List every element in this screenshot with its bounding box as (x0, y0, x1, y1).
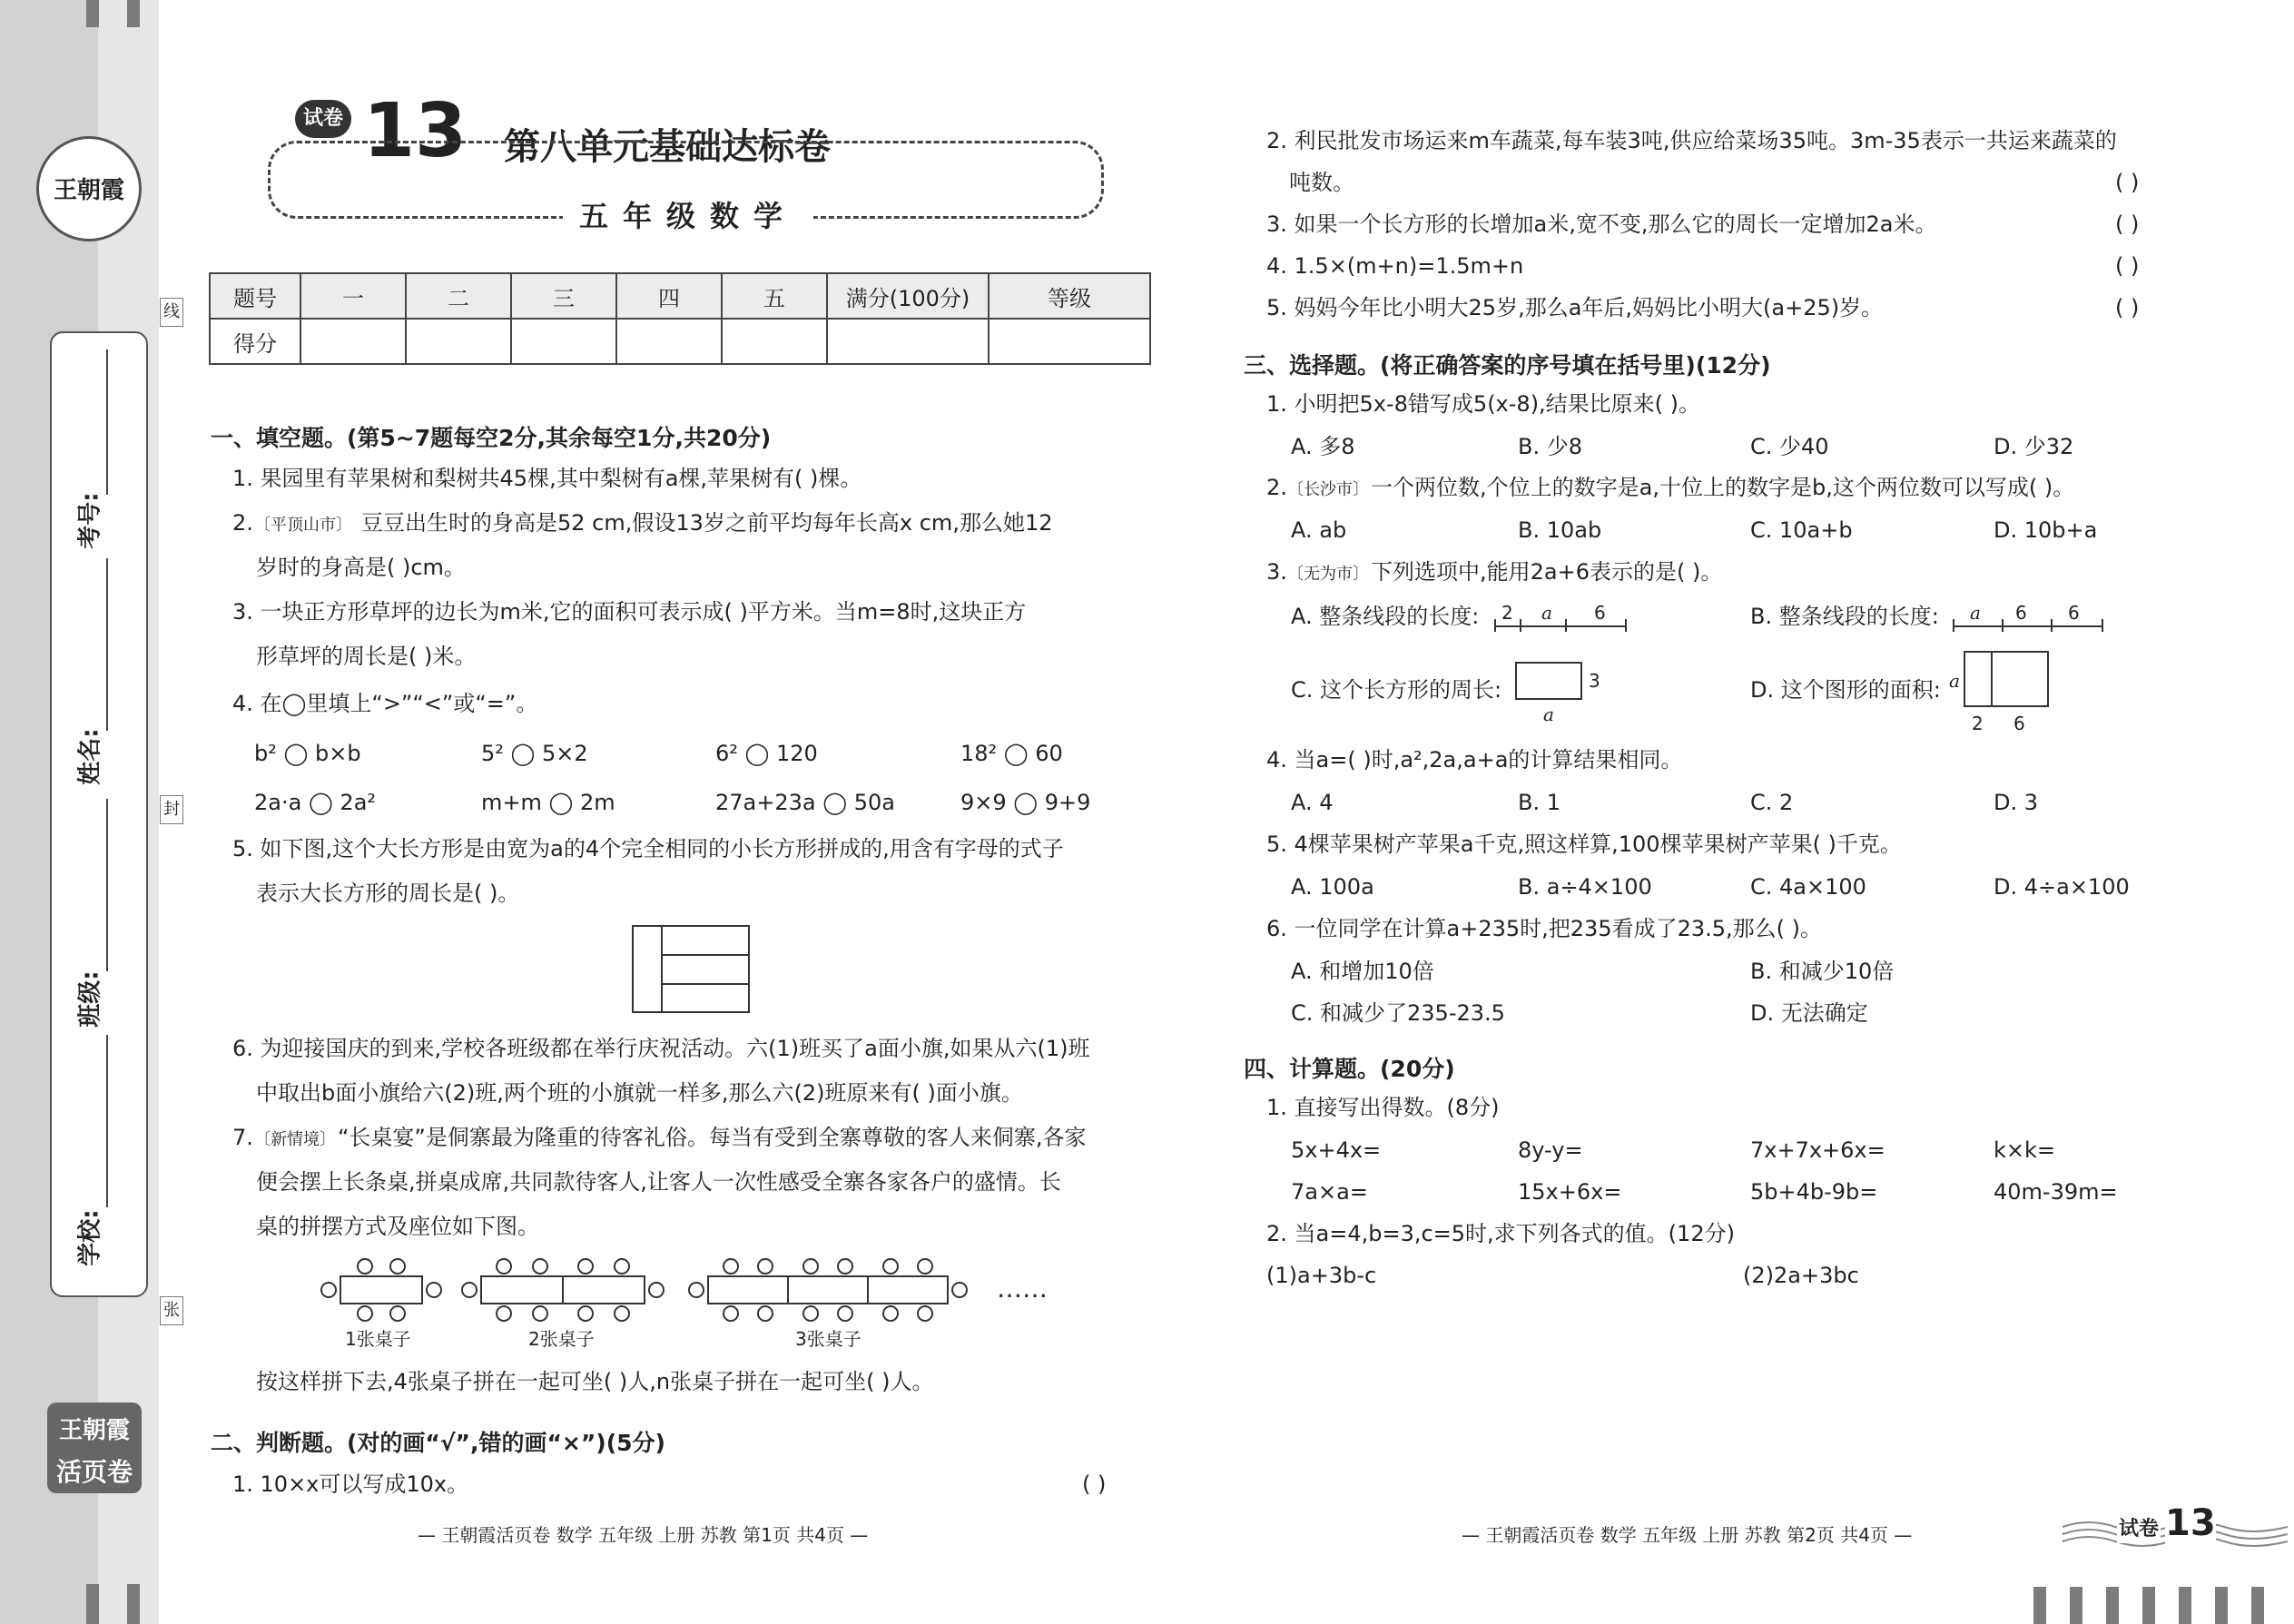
score-head: 三 (511, 273, 616, 319)
compare-item: 27a+23a ◯ 50a (715, 790, 895, 815)
s1-q6-cont: 中取出b面小旗给六(2)班,两个班的小旗就一样多,那么六(2)班原来有( )面小旗。 (256, 1080, 1023, 1106)
student-info-box (50, 331, 148, 1297)
choice-opt: C. 和减少了235-23.5 (1291, 1000, 1505, 1026)
choice-opt: D. 10b+a (1994, 517, 2098, 543)
choice-opt: A. 4 (1291, 790, 1334, 815)
logo-seal-icon (36, 136, 142, 241)
dim-label: 6 (2013, 713, 2025, 734)
bottom-logo-line2: 活页卷 (55, 1457, 133, 1487)
score-head: 四 (616, 273, 722, 319)
seg-label: 6 (1594, 602, 1606, 624)
score-cell[interactable] (722, 319, 827, 364)
calc-item: 5x+4x= (1291, 1137, 1382, 1163)
choice-q2-num: 2. (1266, 475, 1287, 500)
choice-q3-num: 3. (1266, 559, 1287, 585)
score-head: 等级 (989, 273, 1150, 319)
calc-item: k×k= (1994, 1137, 2056, 1163)
school-line (106, 1035, 108, 1207)
s1-q6: 6. 为迎接国庆的到来,学校各班级都在举行庆祝活动。六(1)班买了a面小旗,如果从六(1)班 (232, 1036, 1090, 1061)
strip-bar (2070, 1587, 2082, 1624)
choice-opt: B. 1 (1518, 790, 1561, 815)
segment-a-figure (1493, 599, 1629, 635)
choice-q3-D: D. 这个图形的面积: (1750, 677, 1941, 703)
exam-number-label: 考号: (76, 492, 104, 549)
rect-d-figure (1963, 650, 2053, 710)
choice-q4: 4. 当a=( )时,a²,2a,a+a的计算结果相同。 (1266, 747, 1683, 773)
choice-q2-text: 一个两位数,个位上的数字是a,十位上的数字是b,这个两位数可以写成( )。 (1371, 475, 2075, 500)
judge-item: 3. 如果一个长方形的长增加a米,宽不变,那么它的周长一定增加2a米。 (1266, 212, 1937, 237)
choice-opt: C. 少40 (1750, 434, 1829, 459)
dim-label: 3 (1589, 670, 1600, 692)
choice-opt: B. 和减少10倍 (1750, 959, 1895, 984)
name-line (106, 558, 108, 731)
s1-q2-num: 2. (232, 510, 253, 536)
seg-label: a (1541, 602, 1552, 624)
strip-bar (127, 0, 140, 27)
strip-bar (2106, 1587, 2119, 1624)
seal-mark: 封 (160, 795, 183, 824)
score-head: 五 (722, 273, 827, 319)
table-label: 2张桌子 (528, 1328, 595, 1350)
compare-item: m+m ◯ 2m (481, 790, 615, 815)
choice-opt: C. 10a+b (1750, 517, 1853, 543)
logo-text: 王朝霞 (53, 177, 124, 204)
rectangle-figure (631, 924, 753, 1015)
long-table-figure (318, 1253, 1062, 1343)
footer-number: 13 (2165, 1502, 2216, 1544)
choice-opt: D. 4÷a×100 (1994, 874, 2130, 900)
judge-item: 2. 利民批发市场运来m车蔬菜,每车装3吨,供应给菜场35吨。3m-35表示一共运来蔬菜的 (1266, 128, 2117, 153)
dim-label: a (1949, 670, 1960, 692)
page-title: 第八单元基础达标卷 (504, 126, 831, 168)
score-cell[interactable] (827, 319, 989, 364)
rect-c-figure (1514, 661, 1587, 703)
strip-bar (86, 0, 99, 27)
judge-blank[interactable]: ( ) (2115, 253, 2140, 279)
class-label: 班级: (76, 970, 104, 1028)
s1-q7-num: 7. (232, 1125, 253, 1150)
strip-bar (2251, 1587, 2264, 1624)
footer-left: — 王朝霞活页卷 数学 五年级 上册 苏教 第1页 共4页 — (418, 1524, 869, 1546)
s1-q3: 3. 一块正方形草坪的边长为m米,它的面积可表示成( )平方米。当m=8时,这块正方 (232, 599, 1027, 625)
strip-bar (2179, 1587, 2191, 1624)
calc-item: 15x+6x= (1518, 1179, 1622, 1205)
score-cell[interactable] (300, 319, 406, 364)
choice-q3-tag: 〔无为市〕 (1287, 565, 1369, 584)
name-label: 姓名: (76, 728, 104, 785)
judge-item: 4. 1.5×(m+n)=1.5m+n (1266, 253, 1524, 279)
strip-bar (2215, 1587, 2228, 1624)
seg-label: 6 (2068, 602, 2080, 624)
compare-item: b² ◯ b×b (254, 741, 361, 766)
calc-item: 40m-39m= (1994, 1179, 2118, 1205)
compare-item: 18² ◯ 60 (960, 741, 1063, 766)
choice-opt: D. 少32 (1994, 434, 2074, 459)
school-label: 学校: (76, 1209, 104, 1266)
dim-label: 2 (1972, 713, 1984, 734)
calc-q2-item: (2)2a+3bc (1743, 1263, 1859, 1288)
choice-opt: B. 10ab (1518, 517, 1602, 543)
exam-number-line (106, 349, 108, 495)
page-subtitle: 五年级数学 (563, 193, 813, 235)
judge-blank[interactable]: ( ) (2115, 212, 2140, 237)
score-head: 二 (406, 273, 511, 319)
choice-q3-A: A. 整条线段的长度: (1291, 604, 1480, 629)
score-table (209, 272, 1151, 365)
choice-opt: A. 100a (1291, 874, 1374, 900)
seal-mark: 张 (160, 1296, 183, 1325)
score-cell[interactable] (989, 319, 1150, 364)
bottom-logo-line1: 王朝霞 (58, 1417, 130, 1444)
s1-q2-tag: 〔平顶山市〕 (254, 516, 352, 535)
choice-q2-tag: 〔长沙市〕 (1287, 480, 1369, 499)
dim-label: a (1543, 704, 1554, 725)
compare-item: 2a·a ◯ 2a² (254, 790, 377, 815)
section1-heading: 一、填空题。(第5~7题每空2分,其余每空1分,共20分) (211, 425, 772, 451)
calc-item: 7a×a= (1291, 1179, 1368, 1205)
judge-blank[interactable]: ( ) (1082, 1471, 1107, 1497)
calc-q2-item: (1)a+3b-c (1266, 1263, 1377, 1288)
s1-q7-tag: 〔新情境〕 (254, 1130, 336, 1149)
seal-mark: 线 (160, 298, 183, 327)
section2-heading: 二、判断题。(对的画“√”,错的画“×”)(5分) (211, 1430, 665, 1456)
compare-item: 9×9 ◯ 9+9 (960, 790, 1091, 815)
s1-q3-cont: 形草坪的周长是( )米。 (256, 644, 477, 669)
score-cell[interactable] (406, 319, 511, 364)
choice-q3-C: C. 这个长方形的周长: (1291, 677, 1502, 703)
compare-item: 5² ◯ 5×2 (481, 741, 588, 766)
choice-q1: 1. 小明把5x-8错写成5(x-8),结果比原来( )。 (1266, 391, 1701, 417)
calc-item: 8y-y= (1518, 1137, 1583, 1163)
test-number: 13 (363, 88, 468, 174)
score-head: 满分(100分) (827, 273, 989, 319)
choice-q5: 5. 4棵苹果树产苹果a千克,照这样算,100棵苹果树产苹果( )千克。 (1266, 832, 1902, 857)
section4-heading: 四、计算题。(20分) (1244, 1056, 1455, 1082)
choice-opt: A. 和增加10倍 (1291, 959, 1434, 984)
compare-item: 6² ◯ 120 (715, 741, 818, 766)
score-row-label: 得分 (210, 319, 300, 364)
seg-label: 2 (1501, 602, 1513, 624)
s1-q2-cont: 岁时的身高是( )cm。 (256, 555, 466, 580)
score-head: 一 (300, 273, 406, 319)
calc-q2: 2. 当a=4,b=3,c=5时,求下列各式的值。(12分) (1266, 1221, 1735, 1246)
class-line (106, 799, 108, 971)
s1-q5-cont: 表示大长方形的周长是( )。 (256, 881, 520, 906)
table-label: 1张桌子 (345, 1328, 411, 1350)
seg-label: 6 (2015, 602, 2027, 624)
strip-bar (2142, 1587, 2155, 1624)
calc-q1: 1. 直接写出得数。(8分) (1266, 1095, 1500, 1120)
choice-opt: A. ab (1291, 517, 1347, 543)
header-badge: 试卷 (295, 100, 351, 138)
choice-opt: D. 3 (1994, 790, 2039, 815)
score-cell[interactable] (616, 319, 722, 364)
choice-q6: 6. 一位同学在计算a+235时,把235看成了23.5,那么( )。 (1266, 916, 1823, 941)
choice-opt: B. 少8 (1518, 434, 1582, 459)
judge-blank[interactable]: ( ) (2115, 295, 2140, 320)
section3-heading: 三、选择题。(将正确答案的序号填在括号里)(12分) (1244, 352, 1771, 379)
judge-item: 5. 妈妈今年比小明大25岁,那么a年后,妈妈比小明大(a+25)岁。 (1266, 295, 1884, 320)
s1-q7-cont: 桌的拼摆方式及座位如下图。 (256, 1214, 539, 1239)
choice-opt: B. a÷4×100 (1518, 874, 1652, 900)
seg-label: a (1970, 602, 1981, 624)
judge-blank[interactable]: ( ) (2115, 170, 2140, 195)
choice-q3-B: B. 整条线段的长度: (1750, 604, 1939, 629)
choice-opt: C. 2 (1750, 790, 1794, 815)
score-cell[interactable] (511, 319, 616, 364)
s1-q2-text: 豆豆出生时的身高是52 cm,假设13岁之前平均每年长高x cm,那么她12 (361, 510, 1053, 536)
strip-bar (2033, 1587, 2046, 1624)
s1-q7-cont: 便会摆上长条桌,拼桌成席,共同款待客人,让客人一次性感受全寨各家各户的盛情。长 (256, 1169, 1061, 1195)
footer-right: — 王朝霞活页卷 数学 五年级 上册 苏教 第2页 共4页 — (1462, 1524, 1913, 1546)
bottom-logo (47, 1403, 142, 1493)
judge-item: 1. 10×x可以写成10x。 (232, 1471, 469, 1497)
table-label: 3张桌子 (795, 1328, 861, 1350)
choice-opt: C. 4a×100 (1750, 874, 1866, 900)
s1-q5: 5. 如下图,这个大长方形是由宽为a的4个完全相同的小长方形拼成的,用含有字母的式子 (232, 836, 1064, 861)
choice-q3-text: 下列选项中,能用2a+6表示的是( )。 (1371, 559, 1723, 585)
s1-q7-text: “长桌宴”是侗寨最为隆重的待客礼俗。每当有受到全寨尊敬的客人来侗寨,各家 (338, 1125, 1087, 1150)
strip-bar (127, 1584, 140, 1624)
choice-opt: A. 多8 (1291, 434, 1355, 459)
ellipsis: …… (997, 1274, 1048, 1304)
s1-q1: 1. 果园里有苹果树和梨树共45棵,其中梨树有a棵,苹果树有( )棵。 (232, 466, 862, 491)
calc-item: 5b+4b-9b= (1750, 1179, 1878, 1205)
score-head: 题号 (210, 273, 300, 319)
strip-bar (86, 1584, 99, 1624)
judge-item-cont: 吨数。 (1289, 170, 1354, 195)
footer-badge: 试卷 (2117, 1516, 2161, 1543)
s1-q7-question: 按这样拼下去,4张桌子拼在一起可坐( )人,n张桌子拼在一起可坐( )人。 (256, 1369, 934, 1394)
calc-item: 7x+7x+6x= (1750, 1137, 1885, 1163)
choice-opt: D. 无法确定 (1750, 1000, 1868, 1026)
s1-q4: 4. 在◯里填上“>”“<”或“=”。 (232, 691, 538, 716)
